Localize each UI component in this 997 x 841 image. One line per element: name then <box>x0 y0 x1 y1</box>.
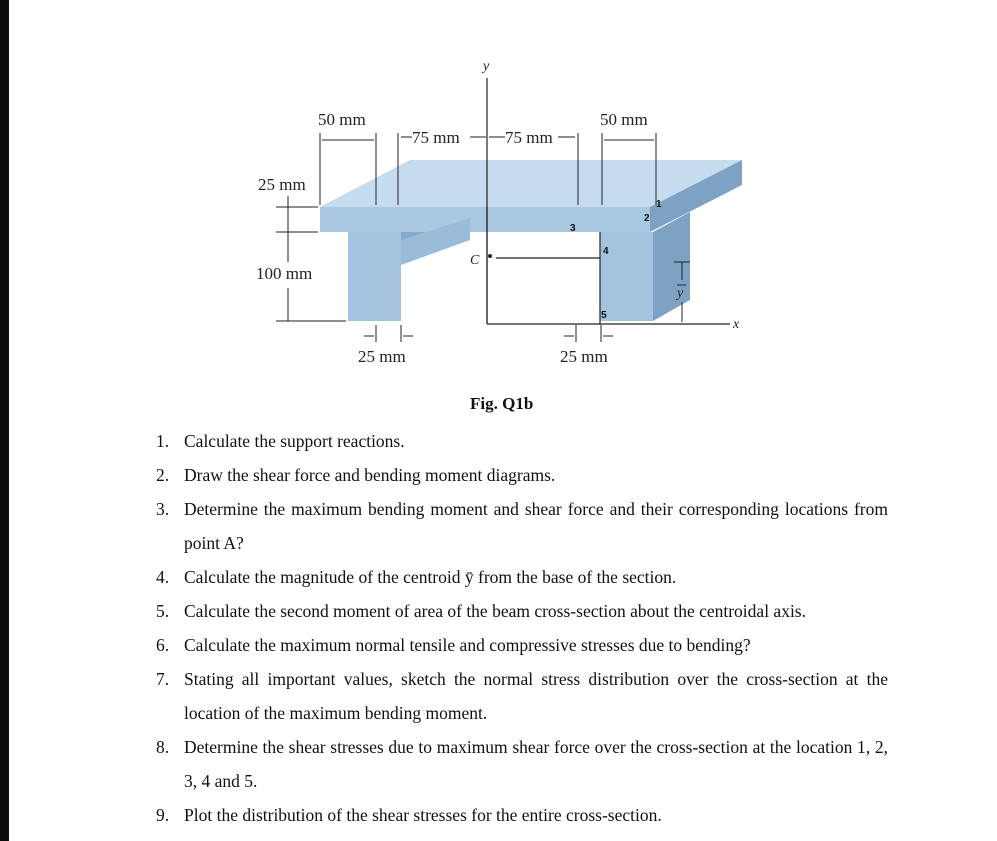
question-text: Calculate the support reactions. <box>184 431 405 451</box>
question-number: 9. <box>156 805 170 825</box>
question-text: Determine the shear stresses due to maximum shear force over the cross-section at the location 1, 2, 3, 4 and 5. <box>184 737 888 791</box>
question-item <box>156 492 888 560</box>
ybar-label: y <box>677 286 684 301</box>
question-list <box>156 424 888 832</box>
question-number: 4. <box>156 567 170 587</box>
question-item <box>156 662 888 730</box>
question-text: Calculate the maximum normal tensile and compressive stresses due to bending? <box>184 635 751 655</box>
question-item <box>156 424 888 458</box>
flange-front-face <box>320 207 650 232</box>
dim-web-depth: 100 mm <box>256 264 313 283</box>
dim-inner-right: 75 mm <box>505 128 553 147</box>
x-axis-label: x <box>733 317 740 332</box>
question-item <box>156 594 888 628</box>
point-1: 1 <box>656 199 662 210</box>
dim-web-right-width: 25 mm <box>560 347 608 366</box>
question-text: Draw the shear force and bending moment diagrams. <box>184 465 556 485</box>
dim-web-left-width: 25 mm <box>358 347 406 366</box>
question-item <box>156 798 888 832</box>
question-text: Plot the distribution of the shear stresses for the entire cross-section. <box>184 805 662 825</box>
point-4: 4 <box>603 246 609 257</box>
y-axis-label: y <box>483 59 490 74</box>
question-number: 6. <box>156 635 170 655</box>
dim-flange-lines <box>276 196 318 244</box>
question-number: 8. <box>156 737 170 757</box>
right-web-side <box>653 212 690 321</box>
point-3: 3 <box>570 223 576 234</box>
centroid-dot <box>488 254 492 258</box>
dim-flange-thickness: 25 mm <box>258 175 306 194</box>
dim-web-right-lines <box>564 325 613 342</box>
dim-top-left-width: 50 mm <box>318 110 366 129</box>
centroid-label: C <box>470 253 480 268</box>
question-item <box>156 458 888 492</box>
question-item <box>156 560 888 594</box>
left-web-face <box>348 232 401 321</box>
question-item <box>156 628 888 662</box>
beam-cross-section-figure <box>0 0 997 400</box>
question-text: Calculate the magnitude of the centroid ȳ from the base of the section. <box>184 567 677 587</box>
dim-top-right-width: 50 mm <box>600 110 648 129</box>
question-item <box>156 730 888 798</box>
question-number: 3. <box>156 499 170 519</box>
dim-inner-left: 75 mm <box>412 128 460 147</box>
figure-caption: Fig. Q1b <box>470 394 534 413</box>
dim-web-left-lines <box>364 325 413 342</box>
point-2: 2 <box>644 213 650 224</box>
question-number: 5. <box>156 601 170 621</box>
question-text: Determine the maximum bending moment and shear force and their corresponding locations from point A? <box>184 499 888 553</box>
question-number: 2. <box>156 465 170 485</box>
question-number: 7. <box>156 669 170 689</box>
question-number: 1. <box>156 431 170 451</box>
question-text: Stating all important values, sketch the normal stress distribution over the cross-section at the location of the maximum bending moment. <box>184 669 888 723</box>
point-5: 5 <box>601 310 607 321</box>
question-text: Calculate the second moment of area of the beam cross-section about the centroidal axis. <box>184 601 806 621</box>
